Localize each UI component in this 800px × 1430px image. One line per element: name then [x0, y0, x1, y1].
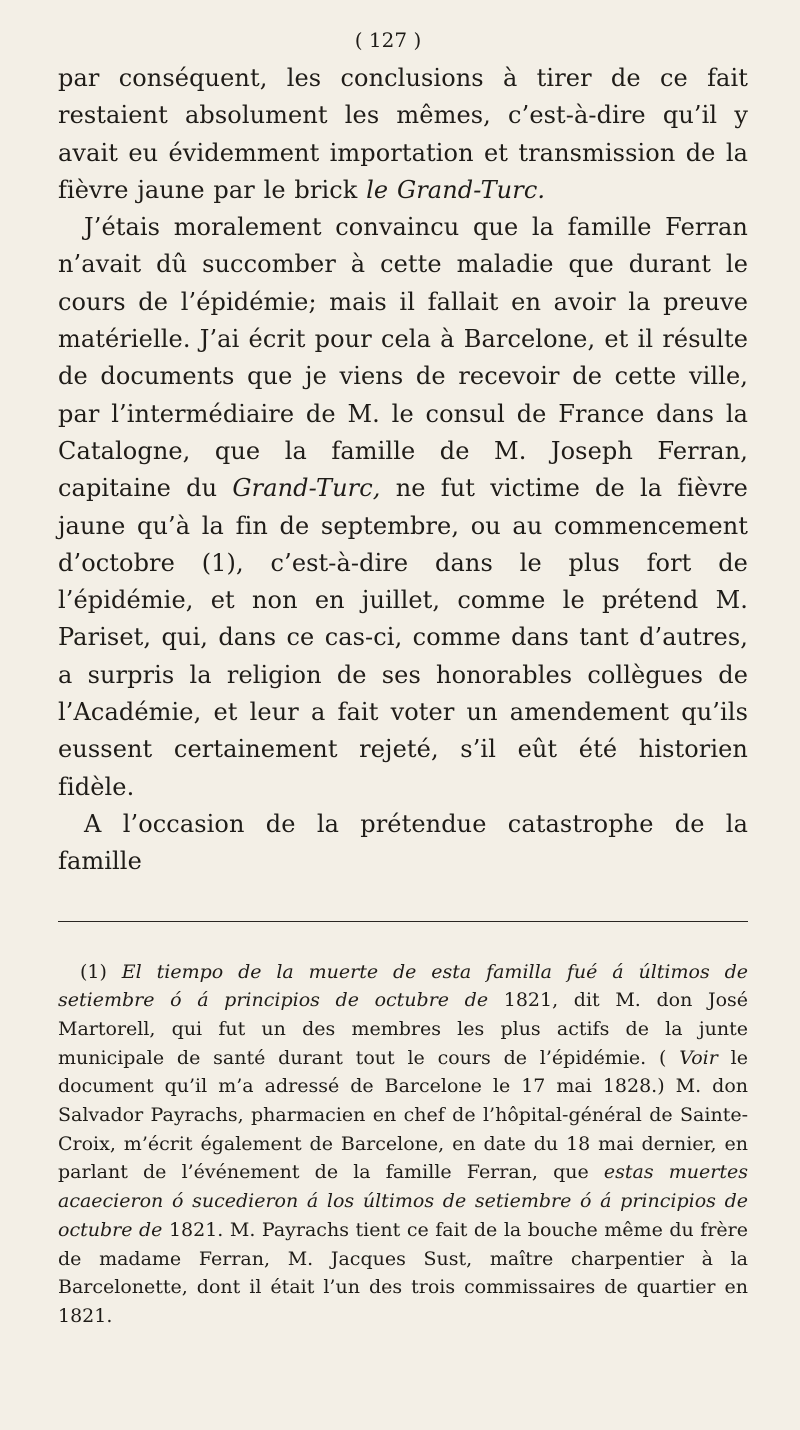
footnote-text-1: 1821, dit M. don José Martorell, qui fut un des membres les plus actifs de la junte municipale de santé durant tout le cours de l’épidémie. ( [58, 989, 749, 1069]
paragraph-3: A l’occasion de la prétendue catastrophe de la famille [58, 809, 748, 876]
footnote-marker: (1) [80, 960, 107, 983]
ship-name-2: Grand-Turc, [232, 474, 381, 503]
footnote [58, 958, 748, 1331]
main-text [58, 60, 748, 881]
footnote-divider [58, 921, 748, 922]
paragraph-2-text-b: ne fut victime de la fièvre jaune qu’à la fin de septembre, ou au commencement d’octobre (1), c’est-à-dire dans le plus fort de l’épidémie, et non en juillet, comme le prétend M. Pariset, qui, dans ce cas-ci, comme dans tant d’autres, a surpris la religion de ses honorables collègues de l’Académie, et leur a fait voter un amendement qu’ils eussent certainement rejeté, s’il eût été historien fidèle. [58, 474, 748, 801]
paragraph-1-text: par conséquent, les conclusions à tirer de ce fait restaient absolument les mêmes, c’est-à-dire qu’il y avait eu évidemment importation et transmission de la fièvre jaune par le brick [58, 64, 748, 204]
paragraph-2-text-a: J’étais moralement convaincu que la famille Ferran n’avait dû succomber à cette maladie que durant le cours de l’épidémie; mais il fallait en avoir la preuve matérielle. J’ai écrit pour cela à Barcelone, et il résulte de documents que je viens de recevoir de cette ville, par l’intermédiaire de M. le consul de France dans la Catalogne, que la famille de M. Joseph Ferran, capitaine du [58, 213, 748, 503]
paragraph-2 [58, 209, 748, 806]
ship-name: le Grand-Turc. [366, 175, 546, 204]
footnote-text-3: 1821. M. Payrachs tient ce fait de la bouche même du frère de madame Ferran, M. Jacques Sust, maître charpentier à la Barcelonette, dont il était l’un des trois commissaires de quartier en 1821. [58, 1218, 748, 1327]
paragraph-1 [58, 60, 748, 209]
footnote-voir: Voir [679, 1046, 718, 1069]
document-page [58, 28, 748, 1331]
footnote-paragraph [58, 958, 748, 1331]
page-number: ( 127 ) [354, 28, 422, 52]
footnote-quote-2: estas muertes acaecieron ó sucedieron á los últimos de setiembre ó á principios de octubre de [58, 1161, 748, 1241]
footnote-quote-1: El tiempo de la muerte de esta familla fué á últimos de setiembre ó á principios de octubre de [58, 960, 748, 1012]
footnote-text-2: le document qu’il m’a adressé de Barcelone le 17 mai 1828.) M. don Salvador Payrachs, pharmacien en chef de l’hôpital-général de Sainte-Croix, m’écrit également de Barcelone, en date du 18 mai dernier, en parlant de l’événement de la famille Ferran, que [58, 1046, 748, 1184]
